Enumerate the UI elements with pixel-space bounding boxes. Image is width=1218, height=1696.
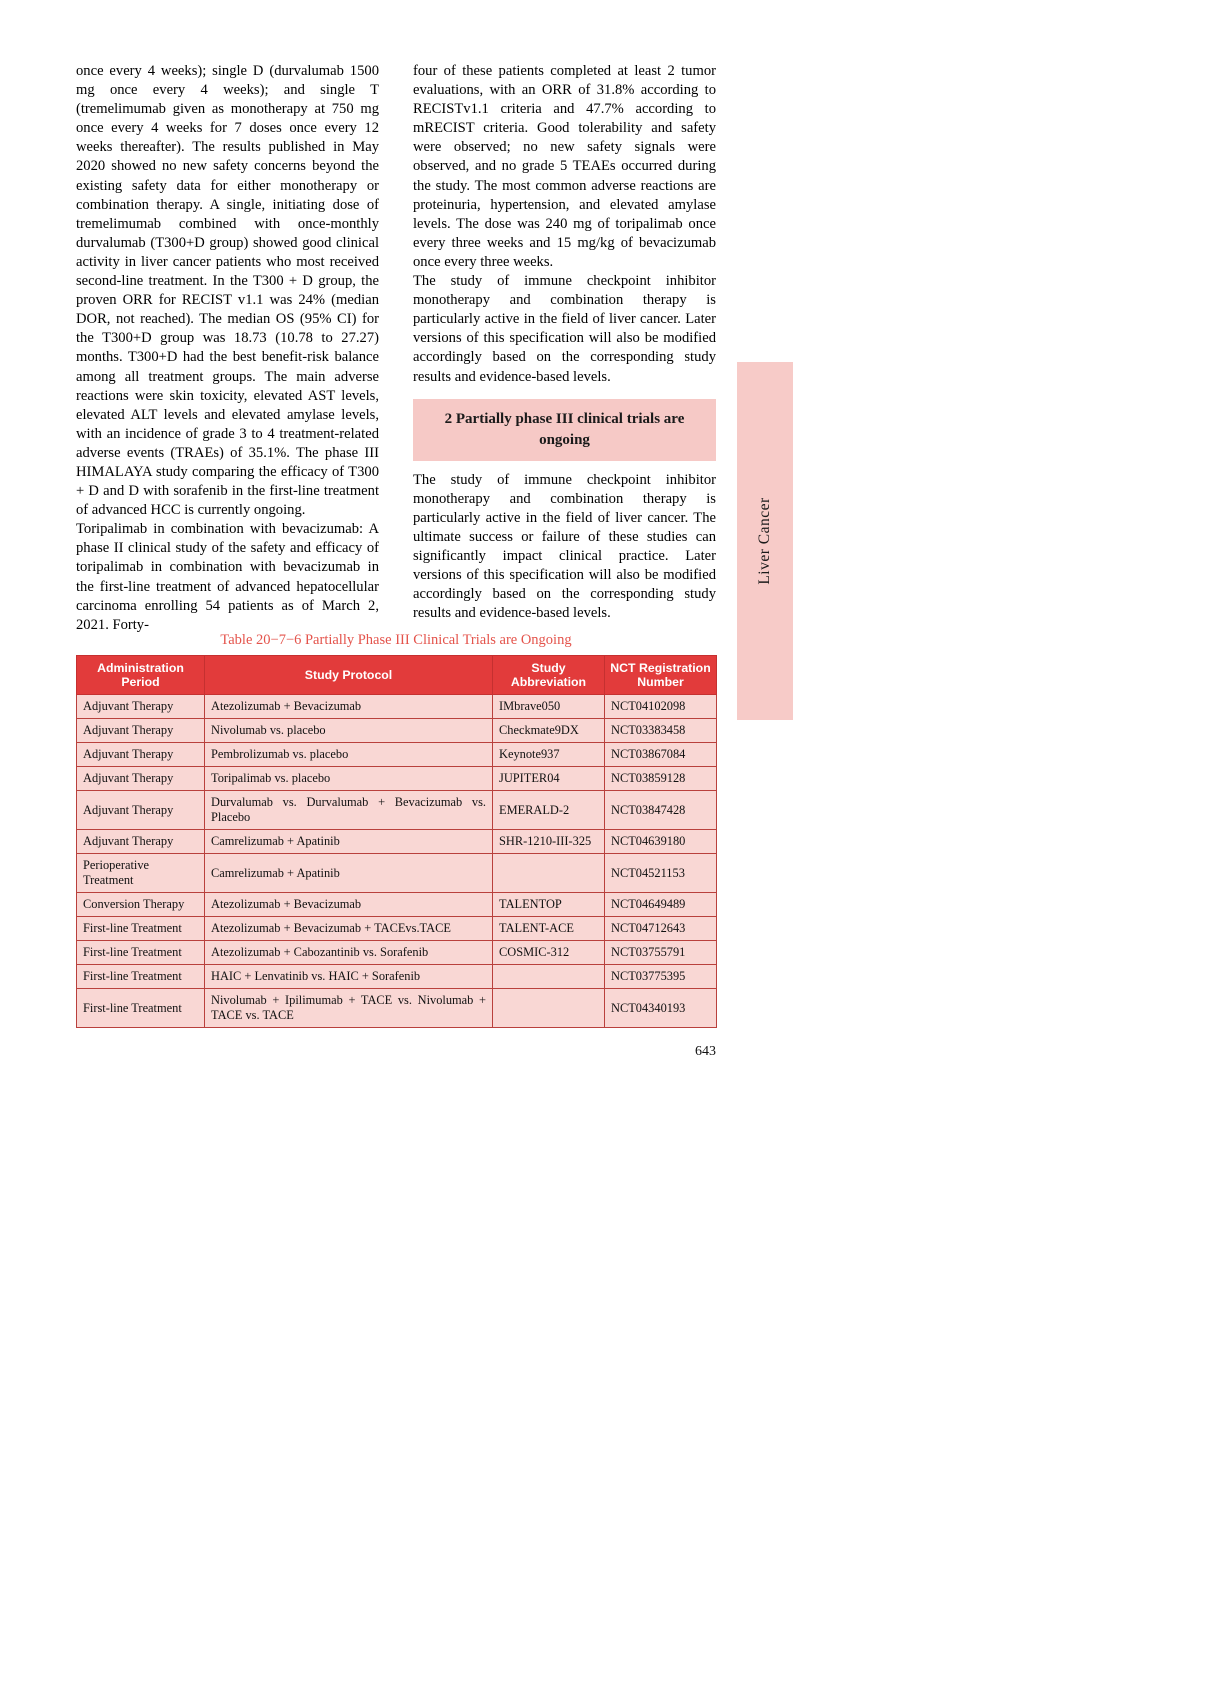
cell-study-abbreviation (493, 965, 605, 989)
table-row (77, 791, 717, 830)
cell-study-abbreviation: TALENT-ACE (493, 917, 605, 941)
cell-administration-period: First-line Treatment (77, 941, 205, 965)
cell-nct-number: NCT04102098 (605, 695, 717, 719)
table-caption: Table 20−7−6 Partially Phase III Clinical Trials are Ongoing (220, 632, 572, 648)
cell-nct-number: NCT03847428 (605, 791, 717, 830)
table-row (77, 767, 717, 791)
cell-study-abbreviation: Checkmate9DX (493, 719, 605, 743)
cell-administration-period: Adjuvant Therapy (77, 743, 205, 767)
cell-study-protocol: Atezolizumab + Bevacizumab + TACEvs.TACE (205, 917, 493, 941)
cell-nct-number: NCT04639180 (605, 830, 717, 854)
body-columns (76, 62, 716, 635)
table-row (77, 695, 717, 719)
right-column (413, 62, 716, 635)
cell-nct-number: NCT04521153 (605, 854, 717, 893)
cell-study-protocol: Camrelizumab + Apatinib (205, 854, 493, 893)
cell-study-protocol: Atezolizumab + Bevacizumab (205, 695, 493, 719)
table-row (77, 743, 717, 767)
cell-administration-period: Adjuvant Therapy (77, 767, 205, 791)
cell-study-protocol: HAIC + Lenvatinib vs. HAIC + Sorafenib (205, 965, 493, 989)
cell-nct-number: NCT03755791 (605, 941, 717, 965)
right-paragraph-3: The study of immune checkpoint inhibitor monotherapy and combination therapy is particularly active in the field of liver cancer. The ultimate success or failure of these studies can significantly impact clinical practice. Later versions of this specification will also be modified accordingly based on the corresponding study results and evidence-based levels. (413, 471, 716, 622)
table-row (77, 989, 717, 1028)
cell-administration-period: Adjuvant Therapy (77, 830, 205, 854)
table-row (77, 917, 717, 941)
table-row (77, 965, 717, 989)
cell-study-protocol: Durvalumab vs. Durvalumab + Bevacizumab vs. Placebo (205, 791, 493, 830)
cell-nct-number: NCT04649489 (605, 893, 717, 917)
table-row (77, 854, 717, 893)
cell-nct-number: NCT03859128 (605, 767, 717, 791)
cell-study-abbreviation (493, 854, 605, 893)
cell-nct-number: NCT04712643 (605, 917, 717, 941)
cell-study-abbreviation: JUPITER04 (493, 767, 605, 791)
right-paragraph-1: four of these patients completed at least 2 tumor evaluations, with an ORR of 31.8% according to RECISTv1.1 criteria and 47.7% according to mRECIST criteria. Good tolerability and safety were observed; no new safety signals were observed, and no grade 5 TEAEs occurred during the study. The most common adverse reactions are proteinuria, hypertension, and elevated amylase levels. The dose was 240 mg of toripalimab once every three weeks and 15 mg/kg of bevacizumab once every three weeks. (413, 63, 716, 270)
cell-administration-period: First-line Treatment (77, 989, 205, 1028)
cell-administration-period: First-line Treatment (77, 917, 205, 941)
cell-administration-period: Adjuvant Therapy (77, 695, 205, 719)
cell-administration-period: Conversion Therapy (77, 893, 205, 917)
cell-study-protocol: Camrelizumab + Apatinib (205, 830, 493, 854)
cell-administration-period: First-line Treatment (77, 965, 205, 989)
side-tab-label: Liver Cancer (756, 497, 773, 585)
cell-study-protocol: Toripalimab vs. placebo (205, 767, 493, 791)
table-header-cell: Study Abbreviation (493, 656, 605, 695)
cell-study-abbreviation: SHR-1210-III-325 (493, 830, 605, 854)
table-row (77, 941, 717, 965)
cell-study-abbreviation: Keynote937 (493, 743, 605, 767)
left-column (76, 62, 379, 635)
cell-nct-number: NCT03867084 (605, 743, 717, 767)
table-header-cell: Study Protocol (205, 656, 493, 695)
cell-study-abbreviation: IMbrave050 (493, 695, 605, 719)
section-heading: 2 Partially phase III clinical trials are ongoing (413, 399, 716, 461)
cell-study-protocol: Atezolizumab + Bevacizumab (205, 893, 493, 917)
cell-study-abbreviation: TALENTOP (493, 893, 605, 917)
side-tab (737, 362, 793, 720)
clinical-trials-table (76, 655, 717, 1028)
cell-nct-number: NCT03775395 (605, 965, 717, 989)
right-paragraph-2: The study of immune checkpoint inhibitor monotherapy and combination therapy is particularly active in the field of liver cancer. Later versions of this specification will also be modified accordingly based on the corresponding study results and evidence-based levels. (413, 273, 716, 385)
cell-administration-period: Perioperative Treatment (77, 854, 205, 893)
cell-study-protocol: Atezolizumab + Cabozantinib vs. Sorafenib (205, 941, 493, 965)
cell-study-abbreviation: EMERALD-2 (493, 791, 605, 830)
page-number: 643 (695, 1044, 716, 1059)
table-row (77, 719, 717, 743)
cell-administration-period: Adjuvant Therapy (77, 719, 205, 743)
cell-administration-period: Adjuvant Therapy (77, 791, 205, 830)
cell-study-protocol: Nivolumab + Ipilimumab + TACE vs. Nivolumab + TACE vs. TACE (205, 989, 493, 1028)
cell-study-protocol: Pembrolizumab vs. placebo (205, 743, 493, 767)
left-paragraph-2: Toripalimab in combination with bevacizumab: A phase II clinical study of the safety and efficacy of toripalimab in combination with bevacizumab in the first-line treatment of advanced hepatocellular carcinoma enrolling 54 patients as of March 2, 2021. Forty- (76, 521, 379, 633)
table-header-cell: NCT Registration Number (605, 656, 717, 695)
cell-study-abbreviation (493, 989, 605, 1028)
table-header-row (77, 656, 717, 695)
left-paragraph-1: once every 4 weeks); single D (durvalumab 1500 mg once every 4 weeks); and single T (tremelimumab given as monotherapy at 750 mg once every 4 weeks for 7 doses once every 12 weeks thereafter). The results published in May 2020 showed no new safety concerns beyond the existing safety data for either monotherapy or combination therapy. A single, initiating dose of tremelimumab combined with once-monthly durvalumab (T300+D group) showed good clinical activity in liver cancer patients who most received second-line treatment. In the T300 + D group, the proven ORR for RECIST v1.1 was 24% (median DOR, not reached). The median OS (95% CI) for the T300+D group was 18.73 (10.78 to 27.27) months. T300+D had the best benefit-risk balance among all treatment groups. The main adverse reactions were skin toxicity, elevated AST levels, elevated ALT levels and elevated amylase levels, with an incidence of grade 3 to 4 treatment-related adverse events (TRAEs) of 35.1%. The phase III HIMALAYA study comparing the efficacy of T300 + D and D with sorafenib in the first-line treatment of advanced HCC is currently ongoing. (76, 63, 379, 519)
cell-nct-number: NCT03383458 (605, 719, 717, 743)
cell-nct-number: NCT04340193 (605, 989, 717, 1028)
table-row (77, 830, 717, 854)
cell-study-protocol: Nivolumab vs. placebo (205, 719, 493, 743)
table-header-cell: Administration Period (77, 656, 205, 695)
table-row (77, 893, 717, 917)
cell-study-abbreviation: COSMIC-312 (493, 941, 605, 965)
